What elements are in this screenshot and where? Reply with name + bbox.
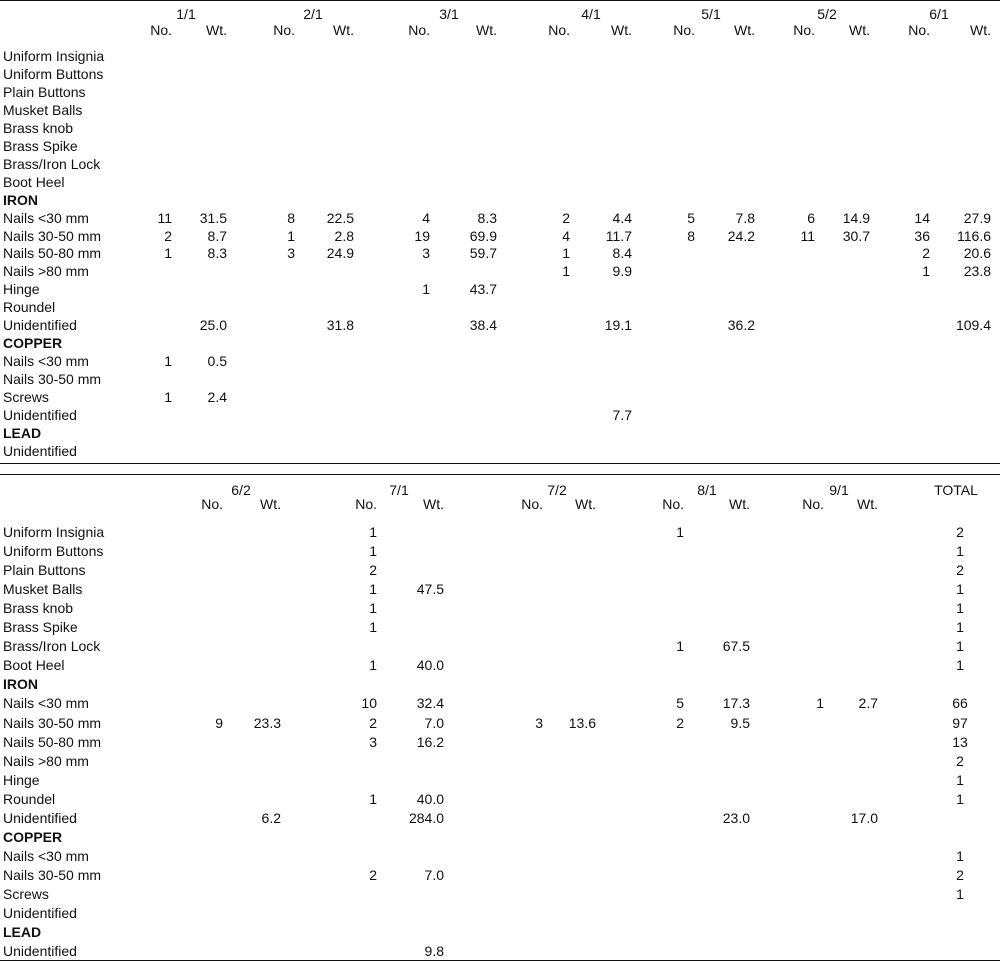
row-label: Nails >80 mm bbox=[3, 752, 89, 769]
column-header-site: 2/1 bbox=[303, 6, 323, 22]
column-header-wt: Wt. bbox=[849, 22, 870, 38]
table-cell: 31.5 bbox=[199, 209, 227, 226]
table-cell: 9.5 bbox=[730, 714, 750, 731]
table-cell: 7.8 bbox=[735, 209, 755, 226]
table-cell: 14.9 bbox=[842, 209, 870, 226]
row-label: Nails <30 mm bbox=[3, 353, 89, 370]
table-cell: 47.5 bbox=[416, 581, 444, 598]
table-cell: 3 bbox=[535, 714, 543, 731]
column-header-no: No. bbox=[673, 22, 695, 38]
table-cell: 2.8 bbox=[334, 227, 354, 244]
column-header-wt: Wt. bbox=[423, 496, 444, 512]
column-header-site: 9/1 bbox=[829, 482, 849, 498]
table-cell: 2 bbox=[369, 562, 377, 579]
table-cell: 16.2 bbox=[416, 733, 444, 750]
row-label: Musket Balls bbox=[3, 581, 83, 598]
table-cell: 22.5 bbox=[326, 209, 354, 226]
row-label: Brass knob bbox=[3, 600, 74, 617]
table-cell: 116.6 bbox=[957, 227, 991, 244]
column-header-no: No. bbox=[408, 22, 430, 38]
column-header-no: No. bbox=[355, 496, 377, 512]
table2-bottom-rule bbox=[0, 960, 1000, 961]
column-header-no: No. bbox=[201, 496, 223, 512]
table-cell: 11 bbox=[800, 227, 815, 244]
column-header-no: No. bbox=[521, 496, 543, 512]
row-label: Uniform Insignia bbox=[3, 48, 105, 64]
table-cell: 19 bbox=[414, 227, 430, 244]
table-cell: 1 bbox=[369, 524, 377, 540]
total-cell: 2 bbox=[956, 752, 964, 769]
total-cell: 97 bbox=[952, 714, 968, 731]
table-cell: 0.5 bbox=[207, 353, 227, 370]
row-label: COPPER bbox=[3, 828, 63, 845]
table-cell: 2 bbox=[369, 866, 377, 883]
column-header-wt: Wt. bbox=[333, 22, 354, 38]
table-cell: 2.7 bbox=[858, 695, 878, 712]
total-cell: 1 bbox=[956, 771, 964, 788]
table-cell: 9.8 bbox=[424, 943, 444, 960]
row-label: LEAD bbox=[3, 424, 42, 441]
total-cell: 1 bbox=[956, 619, 964, 636]
row-label: Boot Heel bbox=[3, 657, 65, 674]
row-label: Roundel bbox=[3, 299, 56, 316]
row-label: Uniform Insignia bbox=[3, 524, 105, 540]
column-header-wt: Wt. bbox=[476, 22, 497, 38]
table-cell: 4.4 bbox=[612, 209, 632, 226]
row-label: Unidentified bbox=[3, 317, 77, 334]
table-cell: 1 bbox=[816, 695, 824, 712]
table-cell: 1 bbox=[562, 263, 570, 280]
row-label: Brass Spike bbox=[3, 619, 78, 636]
row-label: Nails >80 mm bbox=[3, 263, 89, 280]
row-label: Uniform Buttons bbox=[3, 65, 104, 82]
row-label: Plain Buttons bbox=[3, 83, 86, 100]
row-label: Boot Heel bbox=[3, 173, 65, 190]
table-cell: 1 bbox=[922, 263, 930, 280]
table-cell: 27.9 bbox=[963, 209, 991, 226]
table-cell: 31.8 bbox=[326, 317, 354, 334]
total-cell: 1 bbox=[956, 638, 964, 655]
total-cell: 1 bbox=[956, 657, 964, 674]
total-cell: 1 bbox=[956, 790, 964, 807]
row-label: Nails 30-50 mm bbox=[3, 227, 102, 244]
table-cell: 6 bbox=[807, 209, 815, 226]
table-cell: 1 bbox=[369, 619, 377, 636]
table-cell: 1 bbox=[164, 245, 172, 262]
table2-top-rule bbox=[0, 474, 1000, 475]
table-cell: 1 bbox=[369, 657, 377, 674]
table-cell: 1 bbox=[422, 281, 430, 298]
table-cell: 17.3 bbox=[722, 695, 750, 712]
table-cell: 20.6 bbox=[963, 245, 991, 262]
table-cell: 8 bbox=[287, 209, 295, 226]
column-header-wt: Wt. bbox=[611, 22, 632, 38]
row-label: Screws bbox=[3, 885, 49, 902]
row-label: Unidentified bbox=[3, 905, 77, 921]
table-cell: 13.6 bbox=[568, 714, 596, 731]
row-label: Brass/Iron Lock bbox=[3, 155, 101, 172]
column-header-site: 4/1 bbox=[581, 6, 601, 22]
total-cell: 66 bbox=[952, 695, 968, 712]
table-cell: 32.4 bbox=[416, 695, 444, 712]
table-cell: 69.9 bbox=[469, 227, 497, 244]
total-cell: 1 bbox=[956, 581, 964, 598]
table-cell: 67.5 bbox=[722, 638, 750, 655]
row-label: Unidentified bbox=[3, 442, 77, 459]
row-label: Nails 30-50 mm bbox=[3, 714, 102, 731]
table-cell: 36.2 bbox=[727, 317, 755, 334]
column-header-site: 5/1 bbox=[701, 6, 721, 22]
total-cell: 2 bbox=[956, 524, 964, 540]
table-cell: 2 bbox=[676, 714, 684, 731]
row-label: IRON bbox=[3, 191, 38, 208]
table-cell: 3 bbox=[287, 245, 295, 262]
table-cell: 7.0 bbox=[424, 714, 444, 731]
table-cell: 2 bbox=[562, 209, 570, 226]
row-label: IRON bbox=[3, 676, 38, 693]
table-cell: 30.7 bbox=[842, 227, 870, 244]
table-cell: 2.4 bbox=[207, 389, 227, 406]
table-cell: 1 bbox=[369, 790, 377, 807]
row-label: Brass Spike bbox=[3, 137, 78, 154]
table-cell: 11 bbox=[157, 209, 172, 226]
table-cell: 1 bbox=[369, 581, 377, 598]
column-header-wt: Wt. bbox=[575, 496, 596, 512]
row-label: Unidentified bbox=[3, 943, 77, 960]
column-header-site: 7/1 bbox=[389, 482, 409, 498]
table-cell: 6.2 bbox=[261, 809, 281, 826]
table-cell: 10 bbox=[361, 695, 377, 712]
total-cell: 2 bbox=[956, 866, 964, 883]
total-cell: 1 bbox=[956, 885, 964, 902]
row-label: Nails <30 mm bbox=[3, 847, 89, 864]
table-cell: 25.0 bbox=[199, 317, 227, 334]
column-header-site: 8/1 bbox=[697, 482, 717, 498]
row-label: Brass knob bbox=[3, 119, 74, 136]
total-cell: 1 bbox=[956, 847, 964, 864]
table1-bottom-rule bbox=[0, 463, 1000, 464]
table-cell: 43.7 bbox=[469, 281, 497, 298]
column-header-site: 3/1 bbox=[439, 6, 459, 22]
column-header-no: No. bbox=[548, 22, 570, 38]
table-cell: 284.0 bbox=[408, 809, 444, 826]
table-cell: 8 bbox=[687, 227, 695, 244]
row-label: Unidentified bbox=[3, 407, 77, 423]
table-cell: 24.2 bbox=[727, 227, 755, 244]
table-cell: 8.7 bbox=[207, 227, 227, 244]
row-label: LEAD bbox=[3, 924, 42, 941]
table-cell: 8.3 bbox=[207, 245, 227, 262]
row-label: Nails 50-80 mm bbox=[3, 245, 102, 262]
total-cell: 13 bbox=[952, 733, 968, 750]
table-cell: 40.0 bbox=[416, 790, 444, 807]
table-cell: 7.0 bbox=[424, 866, 444, 883]
table-cell: 4 bbox=[562, 227, 570, 244]
column-header-no: No. bbox=[793, 22, 815, 38]
total-cell: 2 bbox=[956, 562, 964, 579]
table-cell: 7.7 bbox=[612, 407, 632, 423]
column-header-no: No. bbox=[908, 22, 930, 38]
table-cell: 23.8 bbox=[963, 263, 991, 280]
table-cell: 2 bbox=[369, 714, 377, 731]
table-cell: 9 bbox=[215, 714, 223, 731]
column-header-site: 6/2 bbox=[231, 482, 251, 498]
table-cell: 2 bbox=[164, 227, 172, 244]
table-cell: 1 bbox=[369, 600, 377, 617]
row-label: Unidentified bbox=[3, 809, 77, 826]
column-header-site: 1/1 bbox=[176, 6, 196, 22]
table-cell: 23.3 bbox=[253, 714, 281, 731]
table-cell: 38.4 bbox=[469, 317, 497, 334]
column-header-site: 6/1 bbox=[929, 6, 949, 22]
column-header-no: No. bbox=[273, 22, 295, 38]
table-cell: 40.0 bbox=[416, 657, 444, 674]
column-header-no: No. bbox=[150, 22, 172, 38]
row-label: Brass/Iron Lock bbox=[3, 638, 101, 655]
table-cell: 1 bbox=[676, 638, 684, 655]
column-header-wt: Wt. bbox=[734, 22, 755, 38]
table-cell: 1 bbox=[676, 524, 684, 540]
table-cell: 24.9 bbox=[326, 245, 354, 262]
row-label: Nails <30 mm bbox=[3, 209, 89, 226]
row-label: Roundel bbox=[3, 790, 56, 807]
row-label: Nails 30-50 mm bbox=[3, 866, 102, 883]
column-header-no: No. bbox=[802, 496, 824, 512]
table-cell: 3 bbox=[369, 733, 377, 750]
table-cell: 23.0 bbox=[722, 809, 750, 826]
row-label: COPPER bbox=[3, 335, 63, 352]
table-cell: 8.4 bbox=[612, 245, 632, 262]
column-header-wt: Wt. bbox=[206, 22, 227, 38]
row-label: Nails 30-50 mm bbox=[3, 371, 102, 388]
row-label: Nails <30 mm bbox=[3, 695, 89, 712]
table-cell: 3 bbox=[422, 245, 430, 262]
row-label: Uniform Buttons bbox=[3, 543, 104, 560]
total-cell: 1 bbox=[956, 543, 964, 560]
row-label: Hinge bbox=[3, 771, 40, 788]
row-label: Plain Buttons bbox=[3, 562, 86, 579]
column-header-wt: Wt. bbox=[970, 22, 991, 38]
table-cell: 8.3 bbox=[477, 209, 497, 226]
table-cell: 5 bbox=[676, 695, 684, 712]
row-label: Nails 50-80 mm bbox=[3, 733, 102, 750]
table-cell: 1 bbox=[164, 389, 172, 406]
table-cell: 5 bbox=[687, 209, 695, 226]
table-cell: 9.9 bbox=[612, 263, 632, 280]
column-header-wt: Wt. bbox=[729, 496, 750, 512]
column-header-no: No. bbox=[662, 496, 684, 512]
table-cell: 109.4 bbox=[955, 317, 991, 334]
column-header-site: 7/2 bbox=[547, 482, 567, 498]
table-cell: 19.1 bbox=[604, 317, 632, 334]
column-header-wt: Wt. bbox=[857, 496, 878, 512]
table-cell: 11.7 bbox=[605, 227, 632, 244]
table-cell: 1 bbox=[562, 245, 570, 262]
table1-top-rule bbox=[0, 0, 1000, 1]
column-header-site: 5/2 bbox=[817, 6, 837, 22]
table-cell: 1 bbox=[287, 227, 295, 244]
table-cell: 14 bbox=[914, 209, 930, 226]
table-cell: 59.7 bbox=[469, 245, 497, 262]
table-cell: 17.0 bbox=[850, 809, 878, 826]
table-cell: 1 bbox=[369, 543, 377, 560]
table-cell: 1 bbox=[164, 353, 172, 370]
row-label: Musket Balls bbox=[3, 101, 83, 118]
column-header-wt: Wt. bbox=[260, 496, 281, 512]
row-label: Screws bbox=[3, 389, 49, 406]
column-header-total: TOTAL bbox=[934, 482, 978, 498]
table-cell: 4 bbox=[422, 209, 430, 226]
row-label: Hinge bbox=[3, 281, 40, 298]
table-cell: 2 bbox=[922, 245, 930, 262]
total-cell: 1 bbox=[956, 600, 964, 617]
table-cell: 36 bbox=[914, 227, 930, 244]
